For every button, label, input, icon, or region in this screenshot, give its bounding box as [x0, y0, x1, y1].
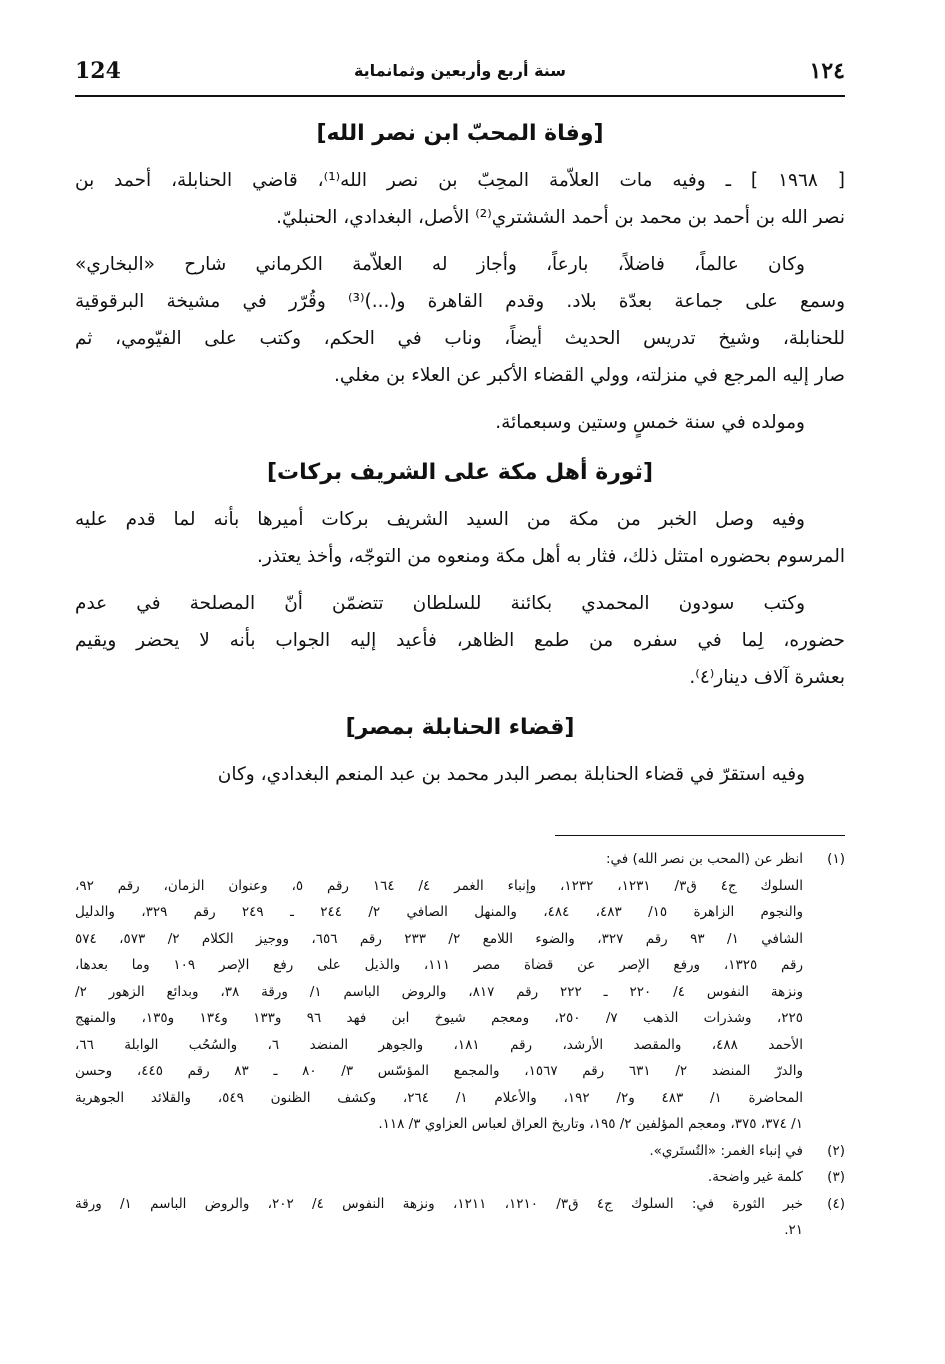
footnotes [75, 846, 845, 1244]
paragraph [75, 246, 845, 394]
footnote-rule [555, 835, 845, 836]
paragraph [75, 756, 845, 793]
footnote-number: (٢) [827, 1142, 845, 1159]
section-title: [وفاة المحبّ ابن نصر الله] [316, 121, 604, 146]
paragraph [75, 501, 845, 575]
text-line: وفيه وصل الخبر من مكة من السيد الشريف بركات أميرها بأنه لما قدم عليه [75, 509, 805, 530]
paragraph [75, 162, 845, 236]
footnote-body [75, 1191, 803, 1244]
page-number-arabic: ١٢٤ [809, 58, 845, 84]
section-title: [قضاء الحنابلة بمصر] [345, 715, 575, 740]
text-line: وفيه استقرّ في قضاء الحنابلة بمصر البدر محمد بن عبد المنعم البغدادي، وكان [217, 764, 805, 785]
footnote [75, 846, 845, 1138]
text-line: بعشرة آلاف دينار⁽٤⁾. [689, 667, 845, 688]
footnote-line: في إنباء الغمر: «التُستَري». [649, 1142, 803, 1159]
footnote-line: السلوك ج٤ ق٣/ ١٢٣١، ١٢٣٢، وإنباء الغمر ٤/ ١٦٤ رقم ٥، وعنوان الزمان، رقم ٩٢، [75, 877, 804, 894]
footnote [75, 1191, 845, 1244]
page-number-latin: 124 [75, 58, 121, 84]
text-line: ومولده في سنة خمسٍ وستين وسبعمائة. [495, 412, 805, 433]
footnote-line: رقم ١٣٢٥، ورفع الإصر عن قضاة مصر ١١١، والذيل على رفع الإصر ١٠٩ وما بعدها، [75, 957, 803, 973]
footnote-line: والنجوم الزاهرة ١٥/ ٤٨٣، ٤٨٤، والمنهل الصافي ٢/ ٢٤٤ ـ ٢٤٩ رقم ٣٢٩، والدليل [75, 904, 804, 920]
header-rule [75, 95, 845, 97]
running-title: سنة أربع وأربعين وثمانماية [353, 61, 567, 80]
text-line: وسمع على جماعة بعدّة بلاد. وقدم القاهرة و(...)⁽³⁾ وقُرّر في مشيخة البرقوقية [75, 291, 846, 312]
text-line: حضوره، لِما في سفره من طمع الظاهر، فأعيد إليه الجواب بأنه لا يحضر ويقيم [75, 630, 845, 651]
footnote-line: خبر الثورة في: السلوك ج٤ ق٣/ ١٢١٠، ١٢١١، ونزهة النفوس ٤/ ٢٠٢، والروض الباسم ١/ ورقة [75, 1195, 804, 1212]
footnote-line: المحاضرة ١/ ٤٨٣ و٢/ ١٩٢، والأعلام ١/ ٢٦٤، وكشف الظنون ٥٤٩، والقلائد الجوهرية [75, 1089, 804, 1106]
text-line: صار إليه المرجع في منزلته، وولي القضاء الأكبر عن العلاء بن مغلي. [333, 365, 845, 386]
footnote [75, 1138, 845, 1165]
footnote [75, 1164, 845, 1191]
footnote-number: (٣) [827, 1169, 845, 1185]
footnote-line: الشافي ١/ ٩٣ رقم ٣٢٧، والضوء اللامع ٢/ ٢٣٣ رقم ٦٥٦، ووجيز الكلام ٢/ ٥٧٣، ٥٧٤ [75, 930, 803, 947]
footnote-line: ١/ ٣٧٤، ٣٧٥، ومعجم المؤلفين ٢/ ١٩٥، وتاريخ العراق لعباس العزاوي ٣/ ١١٨. [378, 1116, 803, 1132]
footnote-body [75, 1138, 803, 1165]
footnote-line: كلمة غير واضحة. [707, 1169, 803, 1185]
footnote-line: ونزهة النفوس ٤/ ٢٢٠ ـ ٢٢٢ رقم ٨١٧، والروض الباسم ١/ ورقة ٣٨، وبدائع الزهور ٢/ [75, 983, 803, 1000]
footnote-line: والدرّ المنضد ٢/ ٦٣١ رقم ١٥٦٧، والمجمع المؤسّس ٣/ ٨٠ ـ ٨٣ رقم ٤٤٥، وحسن [75, 1063, 804, 1079]
footnote-line: ٢١. [784, 1222, 803, 1238]
text-line: للحنابلة، وشيخ تدريس الحديث أيضاً، وناب في الحكم، وكتب على الفيّومي، ثم [75, 328, 845, 349]
main-text [75, 112, 845, 803]
paragraph [75, 585, 845, 696]
page-header [75, 58, 845, 88]
section-title: [ثورة أهل مكة على الشريف بركات] [266, 460, 653, 485]
footnote-line: ٢٢٥، وشذرات الذهب ٧/ ٢٥٠، ومعجم شيوخ ابن فهد ٩٦ و١٣٣ و١٣٤ و١٣٥، والمنهج [75, 1010, 803, 1026]
footnote-line: انظر عن (المحب بن نصر الله) في: [605, 851, 803, 867]
text-line: نصر الله بن أحمد بن محمد بن أحمد الششتري⁽²⁾ الأصل، البغدادي، الحنبليّ. [276, 207, 845, 228]
text-line: وكان عالماً، فاضلاً، بارعاً، وأجاز له العلاّمة الكرماني شارح «البخاري» [75, 254, 805, 275]
footnote-number: (٤) [827, 1195, 845, 1212]
footnote-body [75, 1164, 803, 1191]
footnote-body [75, 846, 803, 1138]
footnote-number: (١) [827, 851, 845, 867]
text-line: المرسوم بحضوره امتثل ذلك، فثار به أهل مكة ومنعوه من التوجّه، وأخذ يعتذر. [257, 546, 845, 567]
paragraph [75, 404, 845, 441]
footnote-line: الأحمد ٤٨٨، والمقصد الأرشد، رقم ١٨١، والجوهر المنضد ٦، والسُحُب الوابلة ٦٦، [75, 1036, 804, 1053]
text-line: [ ١٩٦٨ ] ـ وفيه مات العلاّمة المحِبّ بن نصر الله⁽¹⁾، قاضي الحنابلة، أحمد بن [75, 170, 845, 191]
text-line: وكتب سودون المحمدي بكائنة للسلطان تتضمّن أنّ المصلحة في عدم [75, 593, 805, 614]
